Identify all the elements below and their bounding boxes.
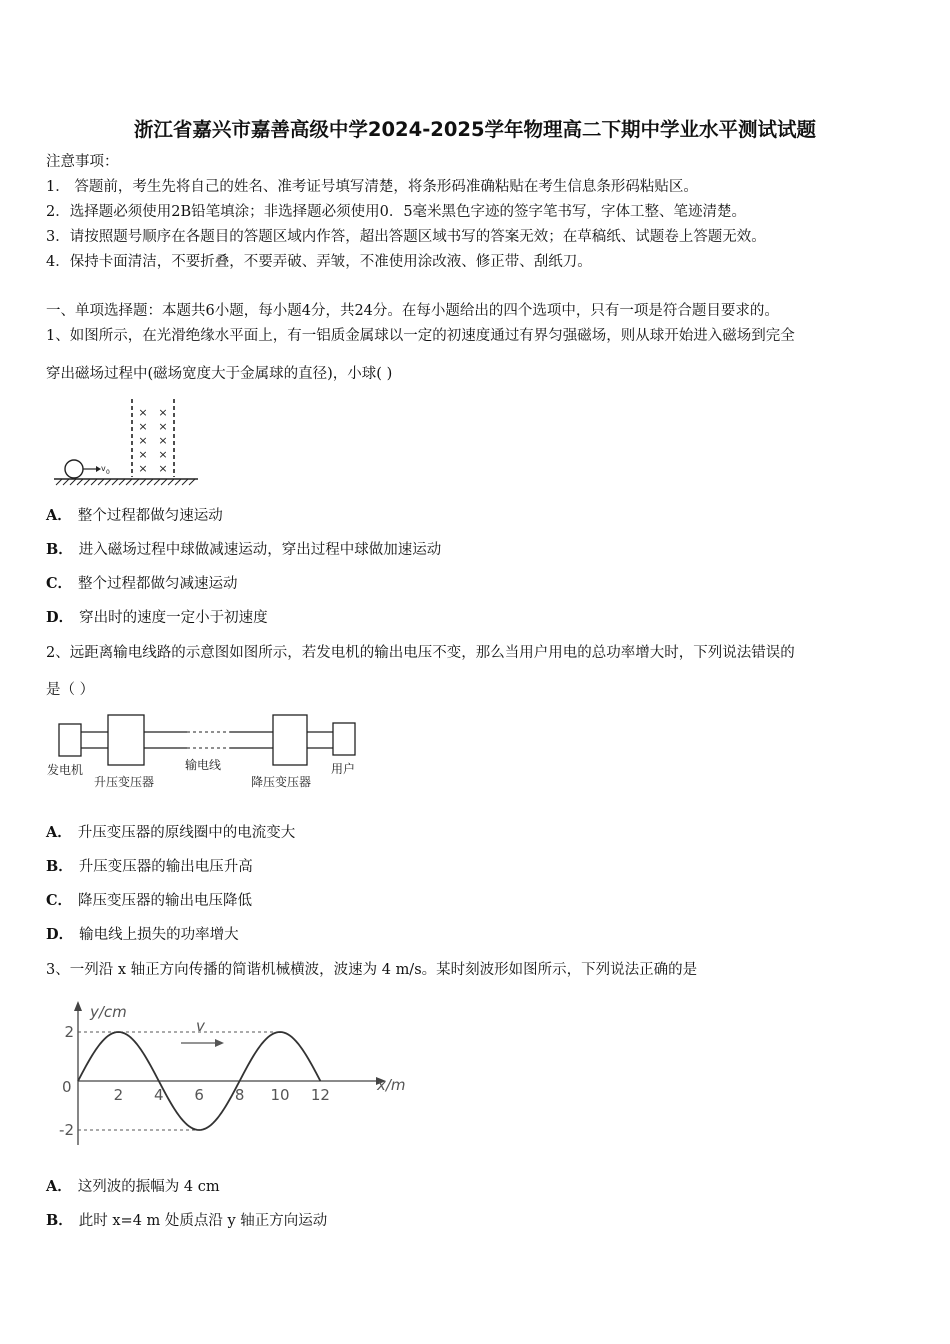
transmission-line-gap [187,732,230,748]
q1-option-b: B． 进入磁场过程中球做减速运动，穿出过程中球做加速运动 [46,541,442,558]
y-tick-label: -2 [59,1121,74,1139]
user-label: 用户 [331,762,356,776]
y-axis-arrow [74,1001,82,1011]
q1-figure [50,395,210,495]
velocity-subscript: 0 [106,469,110,476]
page-title: 浙江省嘉兴市嘉善高级中学2024-2025学年物理高二下期中学业水平测试试题 [133,118,817,141]
notice-item-2: 2．选择题必须使用2B铅笔填涂；非选择题必须使用0．5毫米黑色字迹的签字笔书写，字体工整、笔迹清楚。 [46,204,747,220]
q2-option-d: D． 输电线上损失的功率增大 [46,926,239,943]
svg-text:×: × [158,448,168,461]
q3-stem: 3、一列沿 x 轴正方向传播的简谐机械横波，波速为 4 m/s。某时刻波形如图所示，下列说法正确的是 [46,962,698,978]
x-tick-label: 8 [234,1086,245,1104]
section-heading: 一、单项选择题：本题共6小题，每小题4分，共24分。在每小题给出的四个选项中，只有一项是符合题目要求的。 [46,303,779,319]
svg-text:×: × [158,434,168,447]
x-tick-label: 4 [154,1086,164,1104]
generator-box [59,724,81,756]
svg-text:×: × [158,462,168,475]
q2-stem-line2: 是（ ） [46,682,95,698]
ground-hatching [56,479,195,485]
step-up-label: 升压变压器 [94,775,155,789]
svg-text:×: × [138,420,148,433]
q1-stem-line2: 穿出磁场过程中(磁场宽度大于金属球的直径)，小球( ) [46,366,393,382]
y-tick-label: 2 [64,1023,74,1041]
user-box [333,723,355,755]
x-tick-label: 6 [194,1086,204,1104]
field-marks [138,406,167,475]
q2-figure [44,710,374,796]
svg-text:×: × [138,462,148,475]
q2-stem-line1: 2、远距离输电线路的示意图如图所示，若发电机的输出电压不变，那么当用户用电的总功率增大时，下列说法错误的 [46,645,795,661]
svg-text:×: × [138,434,148,447]
q1-option-a: A． 整个过程都做匀速运动 [46,507,223,524]
velocity-label: v [196,1017,205,1035]
step-down-label: 降压变压器 [251,775,312,789]
step-up-transformer-box [108,715,144,765]
q3-option-a: A． 这列波的振幅为 4 cm [46,1178,220,1195]
y-axis-label: y/cm [90,1003,127,1021]
q1-stem-line1: 1、如图所示，在光滑绝缘水平面上，有一铝质金属球以一定的初速度通过有界匀强磁场，则从球开始进入磁场到完全 [46,328,795,344]
step-down-transformer-box [273,715,307,765]
notice-heading: 注意事项： [46,154,119,170]
notice-item-4: 4．保持卡面清洁，不要折叠，不要弄破、弄皱，不准使用涂改液、修正带、刮纸刀。 [46,254,592,270]
q2-option-c: C． 降压变压器的输出电压降低 [46,892,253,909]
q2-option-b: B． 升压变压器的输出电压升高 [46,858,253,875]
q1-option-c: C． 整个过程都做匀减速运动 [46,575,238,592]
q1-option-d: D． 穿出时的速度一定小于初速度 [46,609,268,626]
x-tick-label: 10 [270,1086,290,1104]
svg-text:×: × [158,406,168,419]
transmission-line-label: 输电线 [185,758,222,772]
x-tick-label: 12 [310,1086,330,1104]
svg-text:×: × [138,448,148,461]
svg-text:×: × [138,406,148,419]
q2-option-a: A． 升压变压器的原线圈中的电流变大 [46,824,296,841]
q3-option-b: B． 此时 x=4 m 处质点沿 y 轴正方向运动 [46,1212,328,1229]
metal-ball [65,460,83,478]
x-tick-label: 2 [113,1086,124,1104]
x-axis-label: x/m [377,1076,406,1094]
origin-label: 0 [62,1078,72,1096]
velocity-label: v [101,464,106,473]
notice-item-3: 3．请按照题号顺序在各题目的答题区域内作答，超出答题区域书写的答案无效；在草稿纸、试题卷上答题无效。 [46,229,766,245]
generator-label: 发电机 [47,763,84,777]
wave-chart [50,995,420,1155]
svg-text:×: × [158,420,168,433]
notice-item-1: 1． 答题前，考生先将自己的姓名、准考证号填写清楚，将条形码准确粘贴在考生信息条形码粘贴区。 [46,179,698,195]
